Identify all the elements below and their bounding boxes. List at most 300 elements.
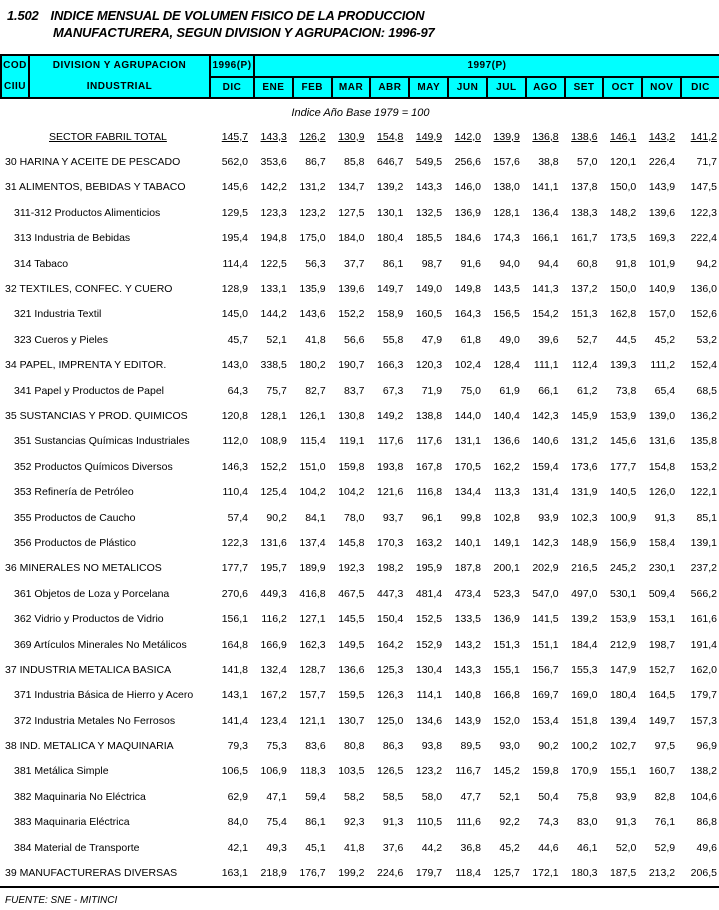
value-cell: 60,8 xyxy=(577,257,598,270)
value-cell: 112,4 xyxy=(571,359,598,372)
value-cell: 93,9 xyxy=(538,511,559,524)
value-cell: 45,2 xyxy=(654,333,676,346)
value-cell: 52,0 xyxy=(615,841,637,854)
value-cell: 160,5 xyxy=(415,308,443,321)
value-cell: 562,0 xyxy=(221,156,248,169)
value-cell: 151,0 xyxy=(299,460,326,473)
value-cell: 103,5 xyxy=(338,765,365,778)
value-cell: 119,1 xyxy=(338,435,365,448)
value-cell: 94,2 xyxy=(696,257,717,270)
value-cell: 143,9 xyxy=(648,181,676,194)
value-cell: 143,3 xyxy=(260,130,287,143)
value-cell: 177,7 xyxy=(610,460,637,473)
value-cell: 125,0 xyxy=(377,714,404,727)
value-cell: 128,1 xyxy=(493,206,520,219)
value-cell: 143,9 xyxy=(454,714,481,727)
value-cell: 152,2 xyxy=(338,308,365,321)
value-cell: 131,9 xyxy=(571,486,598,499)
value-cell: 147,9 xyxy=(610,663,637,676)
value-cell: 194,8 xyxy=(260,232,287,245)
value-cell: 148,2 xyxy=(610,206,637,219)
value-cell: 97,5 xyxy=(654,740,676,753)
value-cell: 139,6 xyxy=(338,283,365,296)
row-label: 355 Productos de Caucho xyxy=(14,511,136,524)
value-cell: 136,9 xyxy=(454,206,481,219)
table-row xyxy=(1,251,719,276)
value-cell: 91,3 xyxy=(615,816,637,829)
value-cell: 141,4 xyxy=(221,714,248,727)
value-cell: 131,6 xyxy=(260,536,287,549)
value-cell: 53,2 xyxy=(696,333,717,346)
value-cell: 199,2 xyxy=(338,867,365,880)
value-cell: 159,8 xyxy=(338,460,365,473)
value-cell: 646,7 xyxy=(377,156,404,169)
value-cell: 206,5 xyxy=(690,867,717,880)
value-cell: 136,9 xyxy=(493,613,520,626)
value-cell: 154,8 xyxy=(377,130,404,143)
value-cell: 152,5 xyxy=(415,613,443,626)
value-cell: 523,3 xyxy=(493,587,520,600)
value-cell: 224,6 xyxy=(377,867,404,880)
value-cell: 193,8 xyxy=(377,460,404,473)
value-cell: 130,7 xyxy=(338,714,365,727)
value-cell: 141,2 xyxy=(690,130,717,143)
value-cell: 202,9 xyxy=(532,562,559,575)
value-cell: 86,8 xyxy=(696,816,717,829)
value-cell: 145,7 xyxy=(221,130,248,143)
value-cell: 145,0 xyxy=(221,308,248,321)
value-cell: 170,9 xyxy=(571,765,598,778)
table-row xyxy=(1,378,719,403)
value-cell: 184,4 xyxy=(571,638,598,651)
value-cell: 153,2 xyxy=(690,460,717,473)
value-cell: 122,5 xyxy=(260,257,287,270)
value-cell: 117,6 xyxy=(416,435,443,448)
value-cell: 187,5 xyxy=(610,867,637,880)
row-label: 352 Productos Químicos Diversos xyxy=(14,460,173,473)
value-cell: 152,6 xyxy=(690,308,717,321)
header-month-jul: JUL xyxy=(487,77,526,99)
value-cell: 50,4 xyxy=(538,790,559,803)
value-cell: 190,7 xyxy=(338,359,365,372)
table-row xyxy=(1,632,719,657)
value-cell: 102,4 xyxy=(454,359,481,372)
value-cell: 110,5 xyxy=(416,816,443,829)
value-cell: 110,4 xyxy=(222,486,248,499)
value-cell: 136,4 xyxy=(532,206,559,219)
value-cell: 140,9 xyxy=(648,283,676,296)
value-cell: 144,2 xyxy=(260,308,287,321)
row-label: 341 Papel y Productos de Papel xyxy=(14,384,165,397)
value-cell: 151,1 xyxy=(532,638,559,651)
value-cell: 47,7 xyxy=(460,790,481,803)
header-division-bottom: INDUSTRIAL xyxy=(86,81,153,92)
value-cell: 159,5 xyxy=(338,689,365,702)
value-cell: 191,4 xyxy=(690,638,717,651)
table-row xyxy=(1,505,719,530)
row-label: 35 SUSTANCIAS Y PROD. QUIMICOS xyxy=(5,409,188,422)
table-row xyxy=(1,479,719,504)
value-cell: 101,9 xyxy=(648,257,676,270)
value-cell: 125,4 xyxy=(260,486,287,499)
value-cell: 136,6 xyxy=(338,663,365,676)
value-cell: 547,0 xyxy=(532,587,559,600)
header-division xyxy=(29,55,210,98)
table-body xyxy=(1,98,719,886)
footer-divider xyxy=(0,886,719,888)
value-cell: 136,8 xyxy=(532,130,559,143)
value-cell: 180,4 xyxy=(610,689,637,702)
value-cell: 123,2 xyxy=(299,206,326,219)
header-cod-ciiu xyxy=(1,55,29,98)
value-cell: 338,5 xyxy=(260,359,287,372)
value-cell: 173,6 xyxy=(571,460,598,473)
value-cell: 86,7 xyxy=(305,156,326,169)
header-month-set: SET xyxy=(565,77,604,99)
header-month-ene: ENE xyxy=(254,77,293,99)
value-cell: 156,9 xyxy=(610,536,637,549)
value-cell: 256,6 xyxy=(454,156,481,169)
value-cell: 142,0 xyxy=(454,130,481,143)
row-label: 323 Cueros y Pieles xyxy=(14,333,108,346)
value-cell: 61,9 xyxy=(499,384,520,397)
value-cell: 86,1 xyxy=(382,257,404,270)
value-cell: 58,5 xyxy=(382,790,404,803)
value-cell: 131,2 xyxy=(299,181,326,194)
header-month-dic96: DIC xyxy=(210,77,254,99)
value-cell: 162,3 xyxy=(299,638,326,651)
value-cell: 179,7 xyxy=(690,689,717,702)
value-cell: 170,5 xyxy=(454,460,481,473)
row-label: 371 Industria Básica de Hierro y Acero xyxy=(14,689,194,702)
value-cell: 102,7 xyxy=(610,740,637,753)
value-cell: 138,6 xyxy=(571,130,598,143)
value-cell: 180,3 xyxy=(571,867,598,880)
value-cell: 237,2 xyxy=(690,562,717,575)
value-cell: 166,3 xyxy=(377,359,404,372)
value-cell: 104,2 xyxy=(299,486,326,499)
value-cell: 416,8 xyxy=(299,587,326,600)
table-row xyxy=(1,606,719,631)
index-table xyxy=(0,54,719,886)
value-cell: 160,7 xyxy=(648,765,676,778)
value-cell: 91,6 xyxy=(460,257,481,270)
value-cell: 91,3 xyxy=(382,816,404,829)
table-row xyxy=(1,327,719,352)
value-cell: 136,0 xyxy=(690,283,717,296)
value-cell: 162,8 xyxy=(610,308,637,321)
value-cell: 93,0 xyxy=(499,740,520,753)
value-cell: 102,8 xyxy=(493,511,520,524)
value-cell: 126,2 xyxy=(299,130,326,143)
value-cell: 96,1 xyxy=(421,511,443,524)
value-cell: 157,3 xyxy=(690,714,717,727)
value-cell: 136,2 xyxy=(690,409,717,422)
value-cell: 121,1 xyxy=(299,714,326,727)
value-cell: 118,3 xyxy=(300,765,326,778)
value-cell: 41,8 xyxy=(305,333,326,346)
value-cell: 132,5 xyxy=(415,206,443,219)
row-label: 372 Industria Metales No Ferrosos xyxy=(14,714,176,727)
value-cell: 549,5 xyxy=(415,156,443,169)
row-label: 381 Metálica Simple xyxy=(14,765,109,778)
table-row xyxy=(1,759,719,784)
value-cell: 138,3 xyxy=(571,206,598,219)
value-cell: 83,6 xyxy=(305,740,326,753)
value-cell: 123,3 xyxy=(260,206,287,219)
value-cell: 142,3 xyxy=(532,409,559,422)
value-cell: 189,9 xyxy=(299,562,326,575)
value-cell: 153,9 xyxy=(610,409,637,422)
value-cell: 92,2 xyxy=(499,816,520,829)
value-cell: 192,3 xyxy=(338,562,365,575)
table-row xyxy=(1,810,719,835)
value-cell: 83,0 xyxy=(577,816,598,829)
value-cell: 137,4 xyxy=(299,536,326,549)
value-cell: 138,8 xyxy=(415,409,443,422)
value-cell: 184,0 xyxy=(338,232,365,245)
value-cell: 129,5 xyxy=(221,206,248,219)
value-cell: 122,3 xyxy=(221,536,248,549)
value-cell: 123,4 xyxy=(260,714,287,727)
value-cell: 169,3 xyxy=(648,232,676,245)
value-cell: 139,1 xyxy=(690,536,717,549)
value-cell: 150,0 xyxy=(610,181,637,194)
value-cell: 44,6 xyxy=(538,841,559,854)
value-cell: 173,5 xyxy=(610,232,637,245)
value-cell: 157,7 xyxy=(299,689,326,702)
value-cell: 120,3 xyxy=(415,359,443,372)
value-cell: 159,4 xyxy=(532,460,559,473)
table-row xyxy=(1,429,719,454)
value-cell: 156,7 xyxy=(532,663,559,676)
value-cell: 176,7 xyxy=(299,867,326,880)
value-cell: 155,3 xyxy=(571,663,598,676)
table-row xyxy=(1,530,719,555)
value-cell: 161,6 xyxy=(690,613,717,626)
value-cell: 122,1 xyxy=(690,486,717,499)
value-cell: 91,8 xyxy=(615,257,637,270)
value-cell: 172,1 xyxy=(532,867,559,880)
value-cell: 145,8 xyxy=(338,536,365,549)
page-title xyxy=(0,0,719,41)
value-cell: 45,1 xyxy=(305,841,326,854)
row-label: 384 Material de Transporte xyxy=(14,841,140,854)
value-cell: 84,1 xyxy=(305,511,326,524)
value-cell: 145,6 xyxy=(221,181,248,194)
value-cell: 37,6 xyxy=(382,841,404,854)
value-cell: 45,2 xyxy=(499,841,520,854)
header-month-may: MAY xyxy=(409,77,448,99)
value-cell: 141,3 xyxy=(532,283,559,296)
value-cell: 116,2 xyxy=(261,613,287,626)
value-cell: 195,7 xyxy=(260,562,287,575)
value-cell: 80,8 xyxy=(344,740,365,753)
value-cell: 149,7 xyxy=(377,283,404,296)
value-cell: 66,1 xyxy=(538,384,559,397)
value-cell: 49,3 xyxy=(266,841,287,854)
value-cell: 114,1 xyxy=(416,689,443,702)
value-cell: 61,2 xyxy=(577,384,598,397)
value-cell: 49,6 xyxy=(696,841,717,854)
header-month-ago: AGO xyxy=(526,77,565,99)
subtitle-row xyxy=(1,98,719,124)
value-cell: 198,2 xyxy=(377,562,404,575)
value-cell: 89,5 xyxy=(460,740,481,753)
table-row xyxy=(1,860,719,885)
value-cell: 93,9 xyxy=(615,790,637,803)
value-cell: 86,3 xyxy=(382,740,404,753)
row-label: 351 Sustancias Químicas Industriales xyxy=(14,435,190,448)
value-cell: 56,6 xyxy=(344,333,365,346)
value-cell: 94,0 xyxy=(499,257,520,270)
value-cell: 116,8 xyxy=(416,486,443,499)
value-cell: 118,4 xyxy=(455,867,481,880)
value-cell: 150,0 xyxy=(610,283,637,296)
value-cell: 96,9 xyxy=(696,740,717,753)
value-cell: 100,9 xyxy=(610,511,637,524)
value-cell: 180,4 xyxy=(377,232,404,245)
value-cell: 147,5 xyxy=(690,181,717,194)
value-cell: 128,9 xyxy=(221,283,248,296)
value-cell: 166,9 xyxy=(260,638,287,651)
value-cell: 151,8 xyxy=(571,714,598,727)
row-label: 31 ALIMENTOS, BEBIDAS Y TABACO xyxy=(5,181,186,194)
value-cell: 151,3 xyxy=(571,308,598,321)
value-cell: 52,1 xyxy=(266,333,287,346)
value-cell: 106,9 xyxy=(260,765,287,778)
table-row xyxy=(1,403,719,428)
value-cell: 139,2 xyxy=(571,613,598,626)
value-cell: 158,9 xyxy=(377,308,404,321)
value-cell: 134,6 xyxy=(415,714,443,727)
value-cell: 149,9 xyxy=(415,130,443,143)
value-cell: 150,4 xyxy=(377,613,404,626)
header-year-1997: 1997(P) xyxy=(254,55,719,77)
row-label: 37 INDUSTRIA METALICA BASICA xyxy=(5,663,172,676)
value-cell: 58,0 xyxy=(421,790,443,803)
value-cell: 44,2 xyxy=(421,841,443,854)
table-row xyxy=(1,200,719,225)
value-cell: 143,2 xyxy=(454,638,481,651)
value-cell: 108,9 xyxy=(260,435,287,448)
value-cell: 146,1 xyxy=(610,130,637,143)
value-cell: 139,9 xyxy=(493,130,520,143)
row-label: SECTOR FABRIL TOTAL xyxy=(49,130,167,143)
value-cell: 58,2 xyxy=(344,790,365,803)
value-cell: 179,7 xyxy=(415,867,443,880)
value-cell: 152,7 xyxy=(648,663,676,676)
value-cell: 144,0 xyxy=(454,409,481,422)
value-cell: 85,8 xyxy=(344,156,365,169)
value-cell: 161,7 xyxy=(571,232,598,245)
value-cell: 79,3 xyxy=(227,740,248,753)
value-cell: 226,4 xyxy=(648,156,676,169)
value-cell: 57,0 xyxy=(577,156,598,169)
value-cell: 100,2 xyxy=(571,740,598,753)
value-cell: 52,9 xyxy=(654,841,676,854)
value-cell: 61,8 xyxy=(460,333,481,346)
row-label: 313 Industria de Bebidas xyxy=(14,232,131,245)
value-cell: 57,4 xyxy=(227,511,248,524)
value-cell: 85,1 xyxy=(696,511,717,524)
value-cell: 169,0 xyxy=(571,689,598,702)
value-cell: 131,4 xyxy=(532,486,559,499)
value-cell: 198,7 xyxy=(648,638,676,651)
table-row xyxy=(1,683,719,708)
value-cell: 47,9 xyxy=(421,333,443,346)
value-cell: 75,8 xyxy=(577,790,598,803)
value-cell: 91,3 xyxy=(654,511,676,524)
value-cell: 143,3 xyxy=(415,181,443,194)
value-cell: 75,7 xyxy=(266,384,287,397)
value-cell: 145,6 xyxy=(610,435,637,448)
value-cell: 74,3 xyxy=(538,816,559,829)
value-cell: 102,3 xyxy=(571,511,598,524)
value-cell: 155,1 xyxy=(610,765,637,778)
row-label: 34 PAPEL, IMPRENTA Y EDITOR. xyxy=(5,359,167,372)
table-row xyxy=(1,556,719,581)
value-cell: 126,0 xyxy=(648,486,676,499)
value-cell: 139,4 xyxy=(610,714,637,727)
value-cell: 216,5 xyxy=(571,562,598,575)
value-cell: 131,2 xyxy=(571,435,598,448)
table-row xyxy=(1,149,719,174)
value-cell: 509,4 xyxy=(648,587,676,600)
value-cell: 157,6 xyxy=(493,156,520,169)
value-cell: 75,3 xyxy=(266,740,287,753)
value-cell: 90,2 xyxy=(266,511,287,524)
value-cell: 212,9 xyxy=(610,638,637,651)
row-label: 36 MINERALES NO METALICOS xyxy=(5,562,162,575)
value-cell: 123,2 xyxy=(415,765,443,778)
value-cell: 128,7 xyxy=(299,663,326,676)
table-row xyxy=(1,835,719,860)
value-cell: 86,1 xyxy=(305,816,326,829)
value-cell: 497,0 xyxy=(571,587,598,600)
table-row xyxy=(1,124,719,149)
value-cell: 153,1 xyxy=(648,613,676,626)
table-row xyxy=(1,581,719,606)
value-cell: 115,4 xyxy=(300,435,326,448)
value-cell: 133,1 xyxy=(260,283,287,296)
value-cell: 164,8 xyxy=(221,638,248,651)
value-cell: 143,2 xyxy=(648,130,676,143)
value-cell: 127,1 xyxy=(299,613,326,626)
value-cell: 75,4 xyxy=(266,816,287,829)
value-cell: 38,8 xyxy=(538,156,559,169)
value-cell: 146,0 xyxy=(454,181,481,194)
value-cell: 163,2 xyxy=(415,536,443,549)
value-cell: 140,5 xyxy=(610,486,637,499)
value-cell: 83,7 xyxy=(344,384,365,397)
value-cell: 122,3 xyxy=(690,206,717,219)
row-label: 38 IND. METALICA Y MAQUINARIA xyxy=(5,740,174,753)
value-cell: 114,4 xyxy=(222,257,248,270)
value-cell: 135,9 xyxy=(299,283,326,296)
value-cell: 142,3 xyxy=(532,536,559,549)
value-cell: 164,2 xyxy=(377,638,404,651)
value-cell: 154,2 xyxy=(532,308,559,321)
base-index-note: Indice Año Base 1979 = 100 xyxy=(291,107,430,119)
value-cell: 213,2 xyxy=(648,867,676,880)
value-cell: 42,1 xyxy=(227,841,248,854)
value-cell: 104,2 xyxy=(338,486,365,499)
value-cell: 93,8 xyxy=(421,740,443,753)
header-month-abr: ABR xyxy=(370,77,409,99)
value-cell: 131,6 xyxy=(648,435,676,448)
value-cell: 180,2 xyxy=(299,359,326,372)
